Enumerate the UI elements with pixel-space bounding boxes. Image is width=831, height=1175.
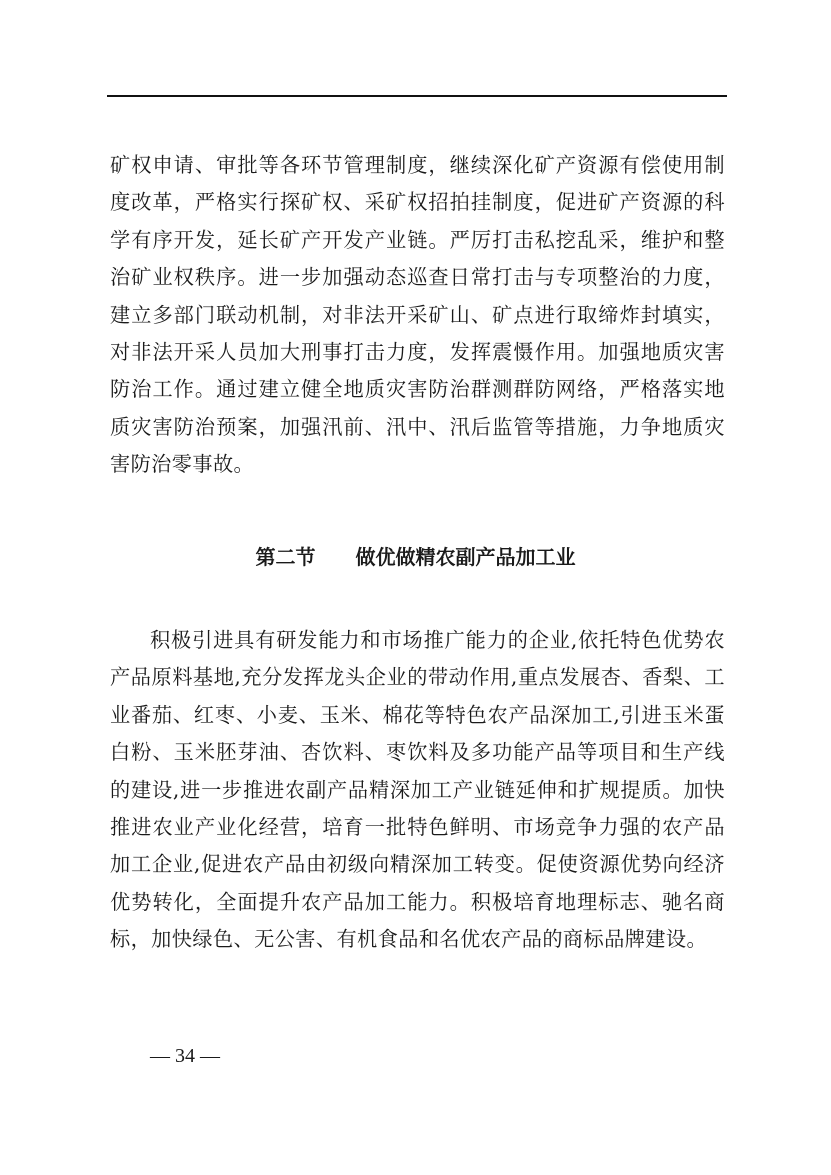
page-number: — 34 —: [150, 1045, 220, 1067]
paragraph-mining-rights: 矿权申请、审批等各环节管理制度，继续深化矿产资源有偿使用制度改革，严格实行探矿权、采矿权招拍挂制度，促进矿产资源的科学有序开发，延长矿产开发产业链。严厉打击私挖乱采，维护和整治矿业权秩序。进一步加强动态巡查日常打击与专项整治的力度，建立多部门联动机制，对非法开采矿山、矿点进行取缔炸封填实，对非法开采人员加大刑事打击力度，发挥震慑作用。加强地质灾害防治工作。通过建立健全地质灾害防治群测群防网络，严格落实地质灾害防治预案，加强汛前、汛中、汛后监管等措施，力争地质灾害防治零事故。: [110, 153, 725, 477]
header-rule: [107, 95, 727, 97]
section-heading: 第二节 做优做精农副产品加工业: [255, 545, 576, 569]
paragraph-agri-processing: 积极引进具有研发能力和市场推广能力的企业,依托特色优势农产品原料基地,充分发挥龙头企业的带动作用,重点发展杏、香梨、工业番茄、红枣、小麦、玉米、棉花等特色农产品深加工,引进玉米蛋白粉、玉米胚芽油、杏饮料、枣饮料及多功能产品等项目和生产线的建设,进一步推进农副产品精深加工产业链延伸和扩规提质。加快推进农业产业化经营，培育一批特色鲜明、市场竞争力强的农产品加工企业,促进农产品由初级向精深加工转变。促使资源优势向经济优势转化，全面提升农产品加工能力。积极培育地理标志、驰名商标，加快绿色、无公害、有机食品和名优农产品的商标品牌建设。: [110, 628, 725, 952]
